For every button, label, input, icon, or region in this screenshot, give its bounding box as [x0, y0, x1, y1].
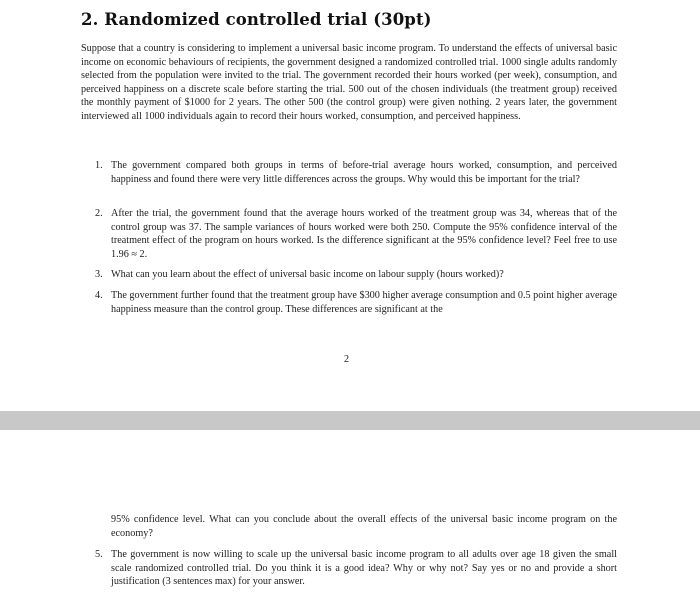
- intro-paragraph: Suppose that a country is considering to implement a universal basic income program. To understand the effects of universal basic income on economic behaviours of recipients, the government designed a randomized controlled trial. 1000 single adults randomly selected from the population were invited to the trial. The government recorded their hours worked (per week), consumption, and perceived happiness on a discrete scale before starting the trial. 500 out of the chosen individuals (the treatment group) received the monthly payment of $1000 for 2 years. The other 500 (the control group) were given nothing. 2 years later, the government interviewed all 1000 individuals again to record their hours worked, consumption, and perceived happiness.: [81, 43, 617, 122]
- question-text: What can you learn about the effect of universal basic income on labour supply (hours worked)?: [111, 269, 504, 280]
- question-number: 3.: [95, 269, 103, 280]
- question-1: [95, 159, 617, 186]
- question-text: After the trial, the government found that the average hours worked of the treatment group was 34, whereas that of the control group was 37. The sample variances of hours worked were both 250. Compute the 95% confidence interval of the treatment effect of the program on hours worked. Is the difference significant at the 95% confidence level? Feel free to use 1.96 ≈ 2.: [111, 208, 617, 260]
- page-gap: [0, 411, 700, 430]
- question-number: 1.: [95, 160, 103, 171]
- question-4: [95, 289, 617, 316]
- question-text: The government compared both groups in terms of before-trial average hours worked, consumption, and perceived happiness and found there were very little differences across the groups. Why would this be important for the trial?: [111, 160, 617, 185]
- question-number: 2.: [95, 208, 103, 219]
- question-4-continuation: 95% confidence level. What can you conclude about the overall effects of the universal basic income program on the economy?: [111, 514, 617, 539]
- question-2: [95, 207, 617, 261]
- question-number: 4.: [95, 290, 103, 301]
- question-3: [95, 268, 617, 282]
- question-text: The government is now willing to scale up the universal basic income program to all adults over age 18 given the small scale randomized controlled trial. Do you think it is a good idea? Why or why not? Say yes or no and provide a short justification (3 sentences max) for your answer.: [111, 549, 617, 588]
- section-title: 2. Randomized controlled trial (30pt): [81, 10, 432, 29]
- question-text: The government further found that the treatment group have $300 higher average consumption and 0.5 point higher average happiness measure than the control group. These differences are significant at the: [111, 290, 617, 315]
- page-number: 2: [344, 354, 350, 365]
- question-number: 5.: [95, 549, 103, 560]
- question-5: [95, 548, 617, 589]
